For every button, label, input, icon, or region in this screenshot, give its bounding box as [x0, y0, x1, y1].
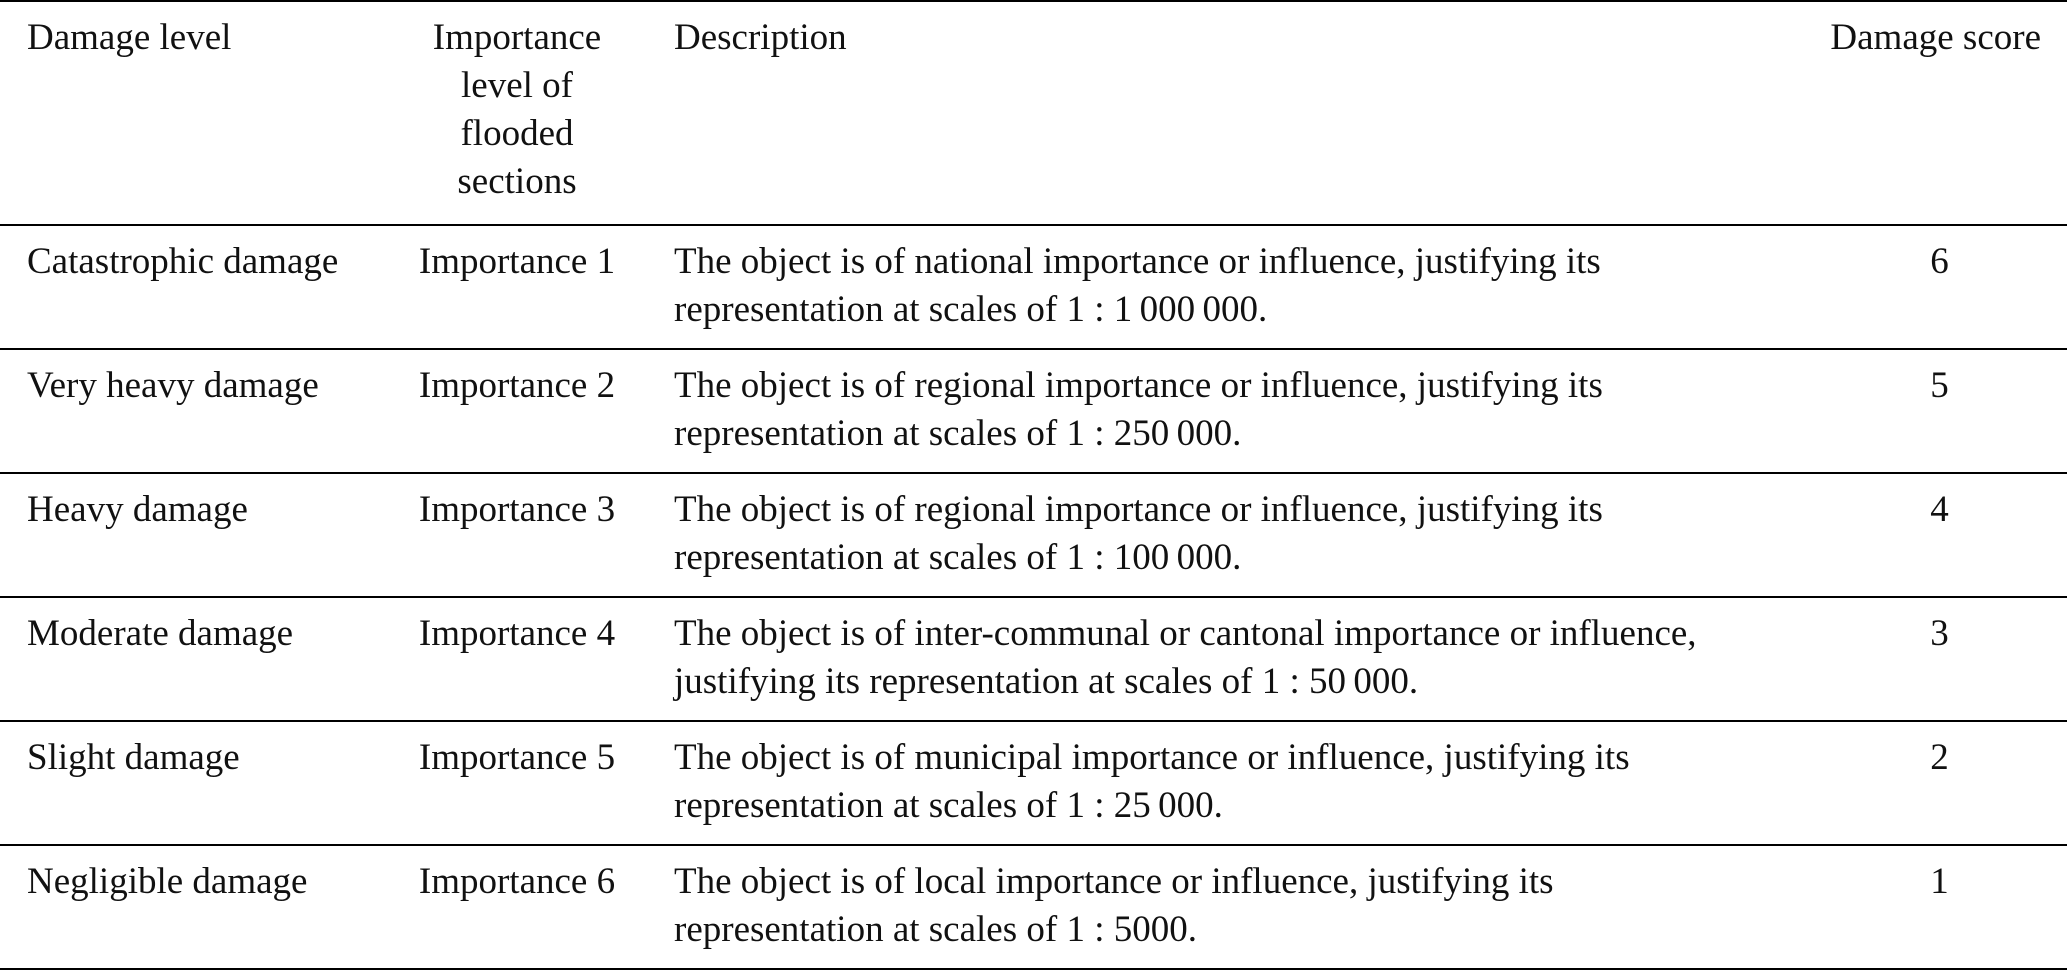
cell-damage-score: 6 — [1930, 241, 1949, 282]
cell-damage-score: 1 — [1930, 861, 1949, 902]
table-row — [0, 721, 2067, 845]
description-line: representation at scales of 1 : 1 000 000. — [674, 289, 1268, 330]
description-line: representation at scales of 1 : 25 000. — [674, 785, 1223, 826]
cell-damage-level: Catastrophic damage — [27, 241, 339, 282]
description-line: The object is of municipal importance or influence, justifying its — [674, 737, 1630, 778]
description-line: representation at scales of 1 : 5000. — [674, 909, 1197, 950]
cell-importance: Importance 1 — [418, 241, 616, 282]
cell-damage-score: 4 — [1930, 489, 1949, 530]
table-row — [0, 473, 2067, 597]
header-damage-score: Damage score — [1830, 17, 2041, 58]
cell-description — [648, 349, 1812, 473]
header-importance-level — [386, 1, 648, 225]
description-line: representation at scales of 1 : 250 000. — [674, 413, 1242, 454]
cell-importance: Importance 6 — [418, 861, 616, 902]
table-header — [0, 1, 2067, 225]
cell-damage-level: Very heavy damage — [27, 365, 319, 406]
description-line: The object is of regional importance or influence, justifying its — [674, 489, 1603, 530]
cell-damage-score: 2 — [1930, 737, 1949, 778]
header-damage-level: Damage level — [27, 17, 232, 58]
cell-damage-level: Slight damage — [27, 737, 240, 778]
cell-damage-score: 5 — [1930, 365, 1949, 406]
description-line: The object is of national importance or influence, justifying its — [674, 241, 1601, 282]
cell-description — [648, 845, 1812, 969]
description-line: representation at scales of 1 : 100 000. — [674, 537, 1242, 578]
cell-description — [648, 721, 1812, 845]
cell-importance: Importance 2 — [418, 365, 616, 406]
cell-importance: Importance 4 — [418, 613, 616, 654]
table-row — [0, 597, 2067, 721]
cell-damage-level: Heavy damage — [27, 489, 248, 530]
table-row — [0, 349, 2067, 473]
cell-description — [648, 597, 1812, 721]
cell-importance: Importance 5 — [418, 737, 616, 778]
description-line: The object is of local importance or influence, justifying its — [674, 861, 1554, 902]
header-importance-line: sections — [457, 161, 577, 202]
cell-description — [648, 225, 1812, 349]
cell-damage-score: 3 — [1930, 613, 1949, 654]
header-importance-line: level of — [461, 65, 573, 106]
cell-importance: Importance 3 — [418, 489, 616, 530]
header-importance-line: flooded — [460, 113, 574, 154]
description-line: The object is of inter-communal or cantonal importance or influence, — [674, 613, 1697, 654]
cell-damage-level: Moderate damage — [27, 613, 294, 654]
table-body — [0, 225, 2067, 969]
description-line: justifying its representation at scales of 1 : 50 000. — [674, 661, 1419, 702]
header-description: Description — [674, 17, 847, 58]
header-row — [0, 1, 2067, 225]
cell-damage-level: Negligible damage — [27, 861, 308, 902]
description-line: The object is of regional importance or influence, justifying its — [674, 365, 1603, 406]
table-row — [0, 845, 2067, 969]
table-row — [0, 225, 2067, 349]
header-importance-line: Importance — [432, 17, 602, 58]
cell-description — [648, 473, 1812, 597]
